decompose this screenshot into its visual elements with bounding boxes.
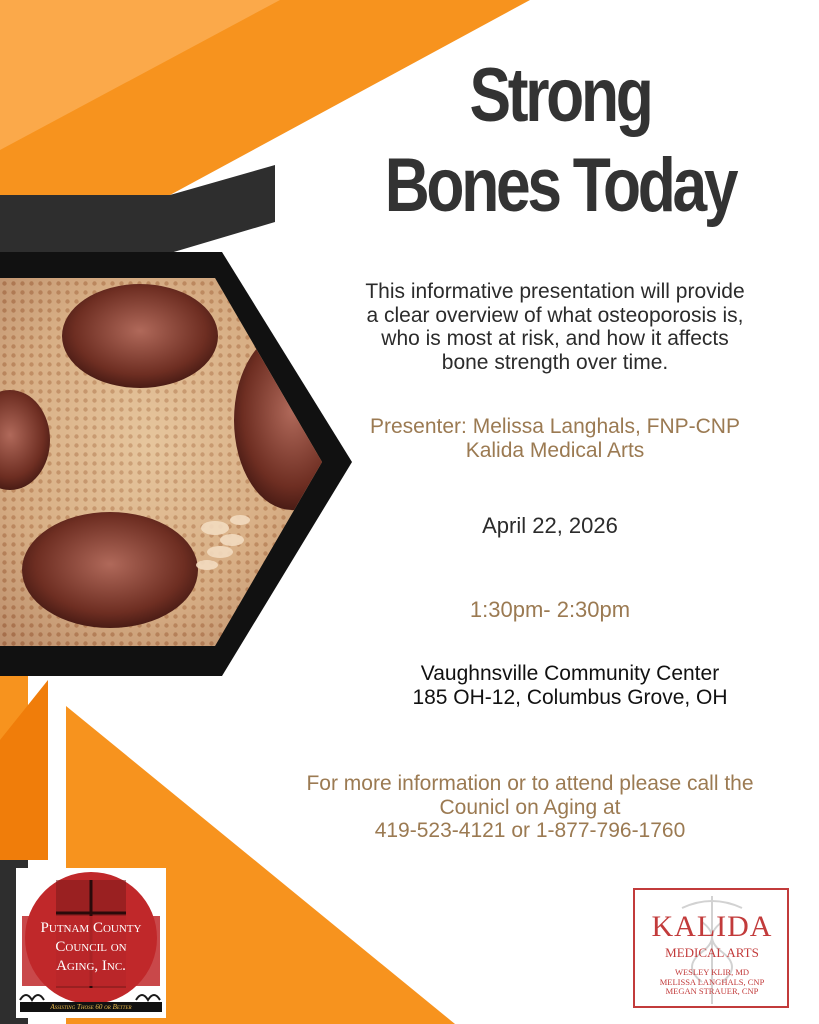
kalida-staff-line: MEGAN STRAUER, CNP [665,986,759,997]
title-line-1: Strong [469,53,651,138]
description [330,280,780,375]
presenter [330,415,780,462]
description-line: a clear overview of what osteoporosis is, [366,303,744,327]
event-time: 1:30pm- 2:30pm [469,597,631,622]
kalida-logo-staff [630,968,794,997]
presenter-org: Kalida Medical Arts [465,438,645,462]
description-line: who is most at risk, and how it affects [381,327,729,351]
title-line-2: Bones Today [384,143,736,228]
kalida-staff-line: MELISSA LANGHALS, CNP [659,976,765,987]
kalida-staff-line: WESLEY KLIR, MD [674,967,750,977]
contact-line: For more information or to attend please call the [306,772,754,795]
putnam-logo-line3: Aging, Inc. [56,958,126,974]
putnam-county-logo [16,868,166,1018]
description-line: bone strength over time. [441,351,669,375]
contact-info [260,772,800,843]
venue [360,662,780,709]
contact-line: Counicl on Aging at [439,795,621,819]
kalida-medical-arts-logo [630,882,794,1014]
venue-address: 185 OH-12, Columbus Grove, OH [412,685,728,709]
putnam-logo-line2: Council on [55,939,127,955]
kalida-logo-sub: MEDICAL ARTS [665,945,759,960]
description-line: This informative presentation will provide [365,280,745,303]
kalida-logo-name: KALIDA [651,910,773,943]
bone-image [0,278,350,650]
putnam-logo-tagline: Assisting Those 60 or Better [50,1003,132,1011]
event-date: April 22, 2026 [482,513,618,538]
contact-line: 419-523-4121 or 1-877-796-1760 [374,819,686,843]
presenter-name: Presenter: Melissa Langhals, FNP-CNP [370,415,740,438]
venue-name: Vaughnsville Community Center [420,662,720,685]
putnam-logo-line1: Putnam County [40,920,142,936]
